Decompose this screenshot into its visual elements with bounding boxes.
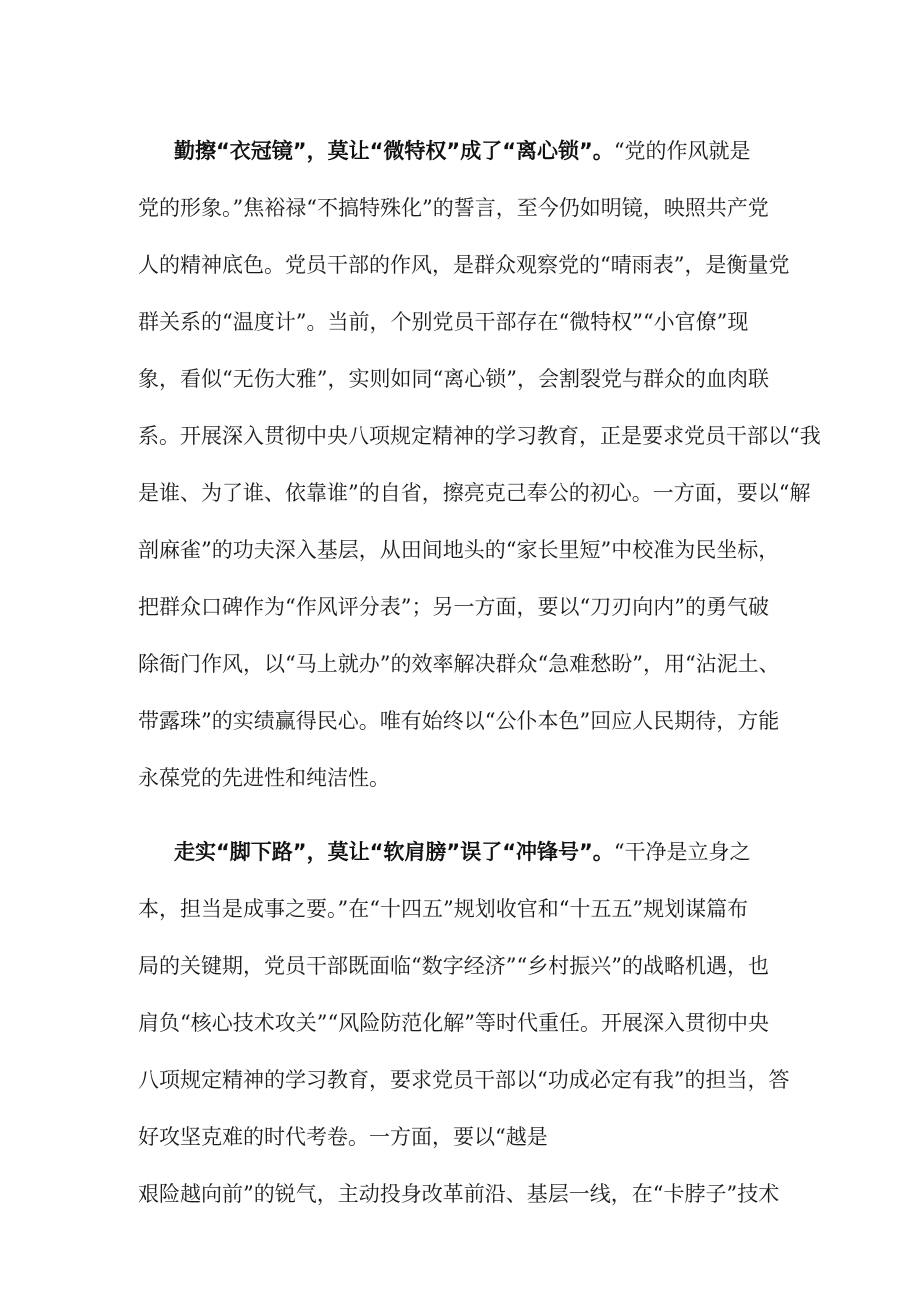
paragraph-1-line-6: 系。开展深入贯彻中央八项规定精神的学习教育，正是要求党员干部以“我 bbox=[138, 424, 821, 448]
paragraph-1-heading: 勤擦“衣冠镜”，莫让“微特权”成了“离心锁”。 bbox=[174, 139, 614, 163]
paragraph-1-line-2: 党的形象。”焦裕禄“不搞特殊化”的誓言，至今仍如明镜，映照共产党 bbox=[138, 196, 769, 220]
paragraph-1-line-4: 群关系的“温度计”。当前，个别党员干部存在“微特权”“小官僚”现 bbox=[138, 310, 749, 334]
paragraph-1-line-12: 永葆党的先进性和纯洁性。 bbox=[138, 766, 390, 790]
paragraph-1-line-11: 带露珠”的实绩赢得民心。唯有始终以“公仆本色”回应人民期待，方能 bbox=[138, 709, 780, 733]
paragraph-2-line-2: 本，担当是成事之要。”在“十四五”规划收官和“十五五”规划谋篇布 bbox=[138, 897, 749, 921]
paragraph-2-line-4: 肩负“核心技术攻关”“风险防范化解”等时代重任。开展深入贯彻中央 bbox=[138, 1011, 769, 1035]
paragraph-1-line-9: 把群众口碑作为“作风评分表”；另一方面，要以“刀刃向内”的勇气破 bbox=[138, 595, 769, 619]
paragraph-1-line-5: 象，看似“无伤大雅”，实则如同“离心锁”，会割裂党与群众的血肉联 bbox=[138, 367, 769, 391]
paragraph-2-heading: 走实“脚下路”，莫让“软肩膀”误了“冲锋号”。 bbox=[174, 840, 614, 864]
paragraph-1-line-10: 除衙门作风，以“马上就办”的效率解决群众“急难愁盼”，用“沾泥土、 bbox=[138, 652, 780, 676]
paragraph-1-line-7: 是谁、为了谁、依靠谁”的自省，擦亮克己奉公的初心。一方面，要以“解 bbox=[138, 481, 811, 505]
paragraph-2-line-1-text: “干净是立身之 bbox=[613, 840, 751, 864]
paragraph-2-first-line bbox=[174, 838, 824, 866]
paragraph-1-first-line bbox=[174, 137, 824, 165]
paragraph-2-line-5: 八项规定精神的学习教育，要求党员干部以“功成必定有我”的担当，答 bbox=[138, 1068, 790, 1092]
paragraph-1-line-1-text: “党的作风就是 bbox=[613, 139, 751, 163]
paragraph-2-line-6: 好攻坚克难的时代考卷。一方面，要以“越是 bbox=[138, 1125, 548, 1149]
paragraph-2-line-3: 局的关键期，党员干部既面临“数字经济”“乡村振兴”的战略机遇，也 bbox=[138, 954, 769, 978]
paragraph-2-line-7: 艰险越向前”的锐气，主动投身改革前沿、基层一线，在“卡脖子”技术 bbox=[138, 1182, 780, 1206]
paragraph-1-line-8: 剖麻雀”的功夫深入基层，从田间地头的“家长里短”中校准为民坐标， bbox=[138, 538, 780, 562]
paragraph-1-line-3: 人的精神底色。党员干部的作风，是群众观察党的“晴雨表”，是衡量党 bbox=[138, 253, 790, 277]
